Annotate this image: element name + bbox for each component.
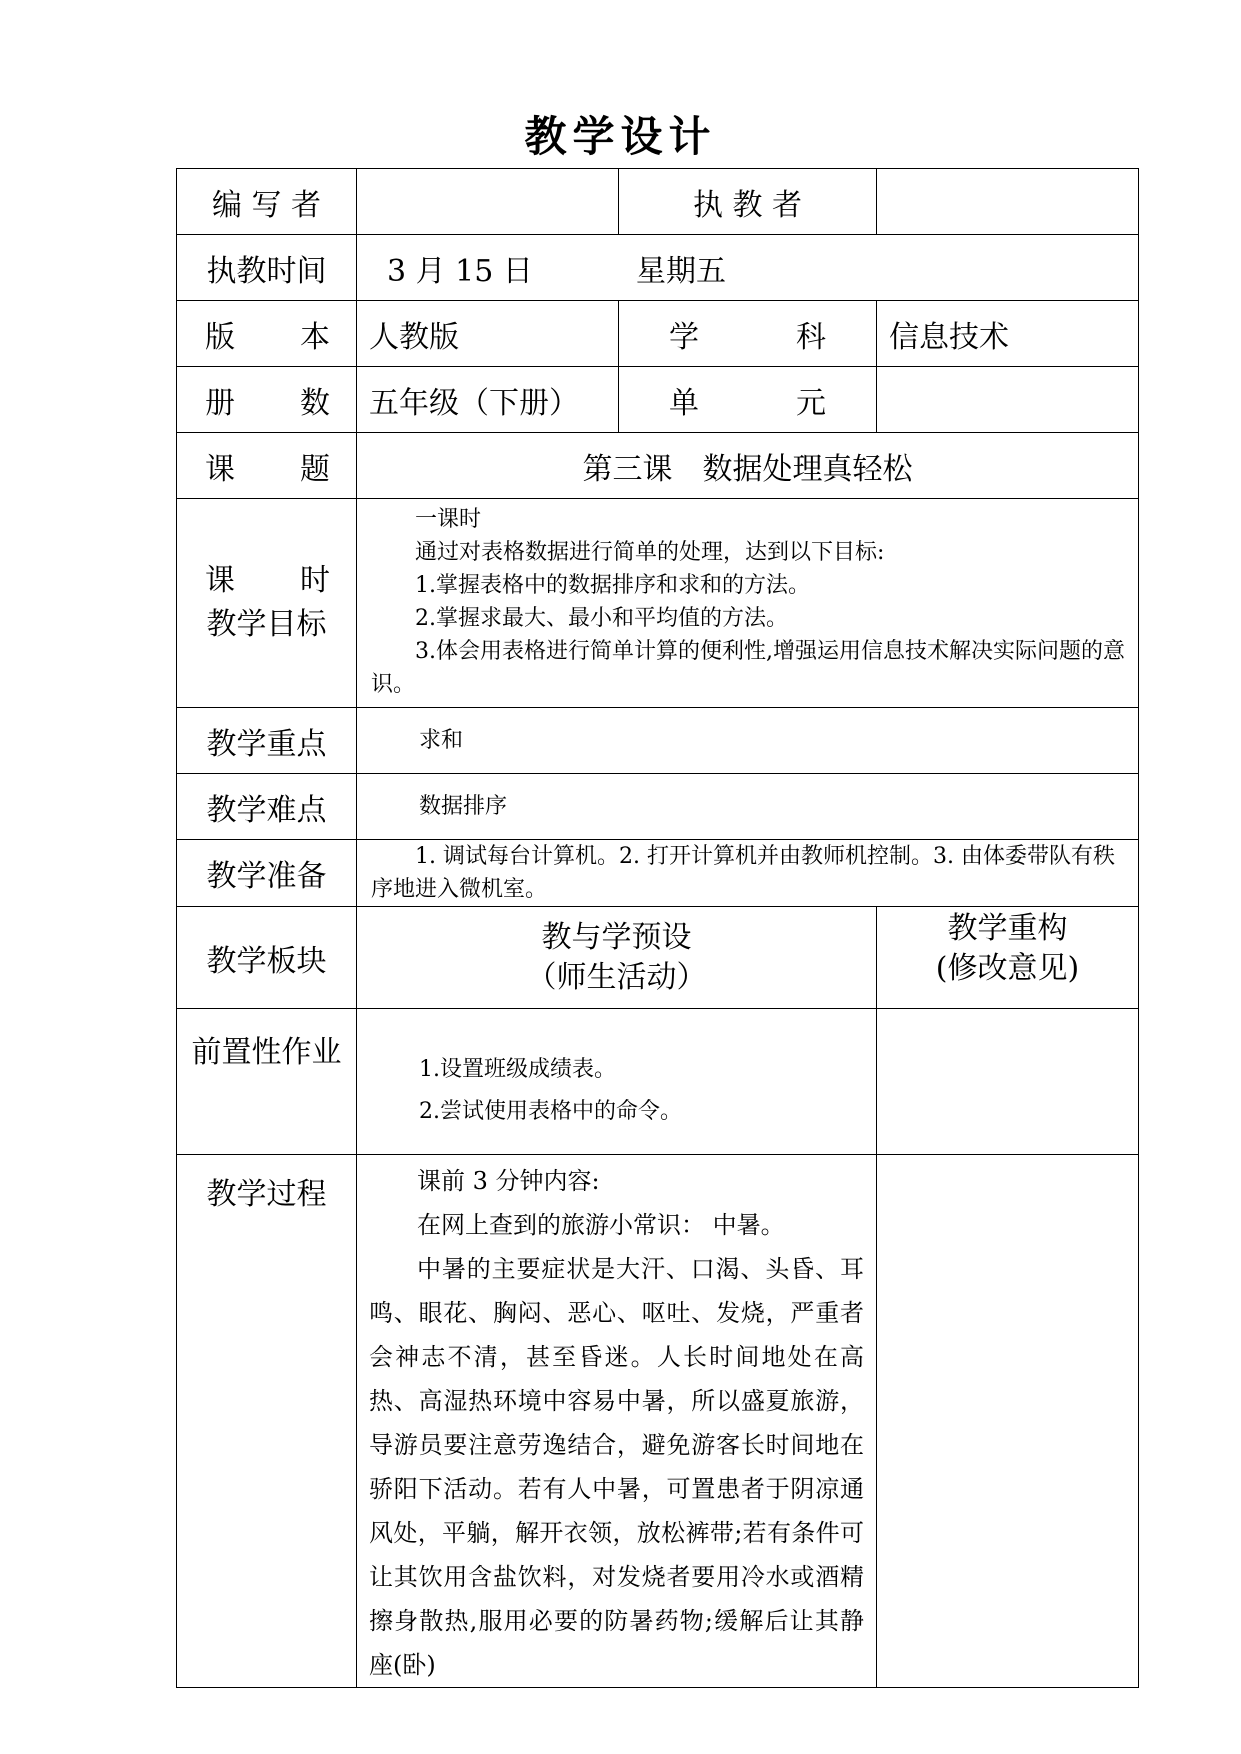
process-paragraph: 中暑的主要症状是大汗、口渴、头昏、耳鸣、眼花、胸闷、恶心、呕吐、发烧，严重者会神志不清，甚至昏迷。人长时间地处在高热、高湿热环境中容易中暑，所以盛夏旅游，导游员要注意劳逸结合，避免游客长时间地在骄阳下活动。若有人中暑，可置患者于阴凉通风处，平躺，解开衣领，放松裤带;若有条件可让其饮用含盐饮料，对发烧者要用冷水或酒精擦身散热,服用必要的防暑药物;缓解后让其静座(卧) <box>369 1255 865 1679</box>
objective-line: 通过对表格数据进行简单的处理，达到以下目标: <box>415 540 885 565</box>
preparation-value: 1. 调试每台计算机。2. 打开计算机并由教师机控制。3. 由体委带队有秩序地进入微机室。 <box>357 840 1139 907</box>
difficulty-value: 数据排序 <box>357 774 1139 840</box>
unit-value <box>877 367 1139 433</box>
time-label: 执教时间 <box>177 235 357 301</box>
row-volume <box>177 367 1139 433</box>
row-author <box>177 169 1139 235</box>
row-edition <box>177 301 1139 367</box>
difficulty-label: 教学难点 <box>177 774 357 840</box>
objective-line: 一课时 <box>415 507 482 532</box>
key-point-value: 求和 <box>357 708 1139 774</box>
subject-label: 学 科 <box>619 301 877 367</box>
preparation-label: 教学准备 <box>177 840 357 907</box>
process-label: 教学过程 <box>177 1155 357 1688</box>
row-time <box>177 235 1139 301</box>
process-paragraph: 在网上查到的旅游小常识： 中暑。 <box>417 1211 785 1239</box>
topic-value: 第三课 数据处理真轻松 <box>357 433 1139 499</box>
row-topic <box>177 433 1139 499</box>
homework-label: 前置性作业 <box>177 1009 357 1155</box>
row-key-point <box>177 708 1139 774</box>
process-notes <box>877 1155 1139 1688</box>
unit-label: 单 元 <box>619 367 877 433</box>
author-value <box>357 169 619 235</box>
time-weekday: 星期五 <box>635 253 726 289</box>
homework-content <box>357 1009 877 1155</box>
teacher-label: 执 教 者 <box>619 169 877 235</box>
process-content <box>357 1155 877 1688</box>
homework-notes <box>877 1009 1139 1155</box>
objective-line: 1.掌握表格中的数据排序和求和的方法。 <box>415 573 810 598</box>
lesson-plan-table <box>176 168 1139 1688</box>
row-process <box>177 1155 1139 1688</box>
row-preparation <box>177 840 1139 907</box>
objectives-content <box>357 499 1139 708</box>
preset-column-header: 教与学预设 （师生活动） <box>357 907 877 1009</box>
block-column-header: 教学板块 <box>177 907 357 1009</box>
time-value <box>357 235 1139 301</box>
row-objectives <box>177 499 1139 708</box>
objective-line: 3.体会用表格进行简单计算的便利性,增强运用信息技术解决实际问题的意识。 <box>371 639 1125 697</box>
objectives-label: 课 时 教学目标 <box>177 499 357 708</box>
author-label: 编 写 者 <box>177 169 357 235</box>
objective-line: 2.掌握求最大、最小和平均值的方法。 <box>415 606 788 631</box>
time-date: 3 月 15 日 <box>387 253 533 289</box>
teacher-value <box>877 169 1139 235</box>
key-point-label: 教学重点 <box>177 708 357 774</box>
row-columns <box>177 907 1139 1009</box>
rebuild-column-header: 教学重构 (修改意见) <box>877 907 1139 1009</box>
edition-value: 人教版 <box>357 301 619 367</box>
homework-item: 1.设置班级成绩表。 <box>419 1056 616 1082</box>
homework-item: 2.尝试使用表格中的命令。 <box>419 1098 682 1124</box>
topic-label: 课 题 <box>177 433 357 499</box>
row-difficulty <box>177 774 1139 840</box>
volume-value: 五年级（下册） <box>357 367 619 433</box>
edition-label: 版 本 <box>177 301 357 367</box>
process-paragraph: 课前 3 分钟内容: <box>417 1167 600 1195</box>
document-title: 教学设计 <box>524 112 717 161</box>
subject-value: 信息技术 <box>877 301 1139 367</box>
volume-label: 册 数 <box>177 367 357 433</box>
row-homework <box>177 1009 1139 1155</box>
